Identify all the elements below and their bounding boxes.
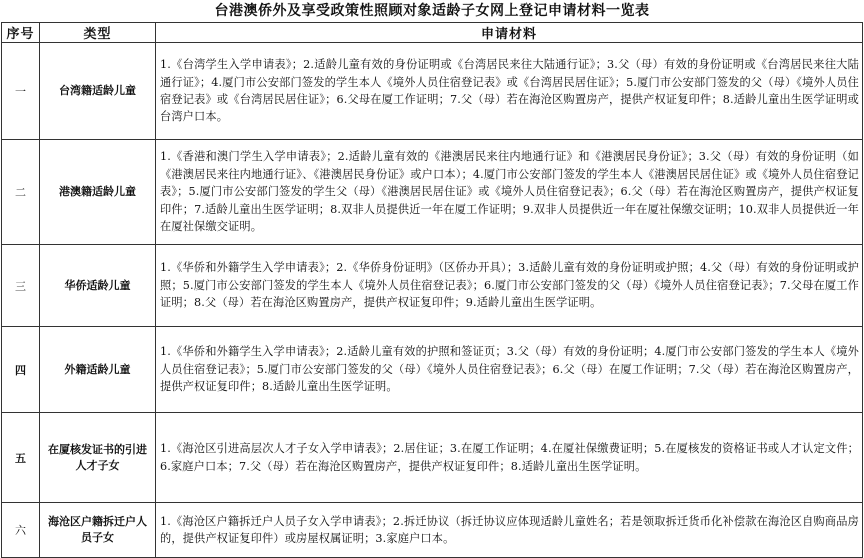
header-materials: 申请材料 — [156, 23, 863, 43]
row-index: 六 — [2, 503, 40, 558]
table-row — [2, 245, 863, 327]
materials-table — [1, 22, 863, 558]
table-row — [2, 413, 863, 503]
row-index: 一 — [2, 43, 40, 140]
row-type: 台湾籍适龄儿童 — [40, 43, 156, 140]
row-materials: 1.《台湾学生入学申请表》；2.适龄儿童有效的身份证明或《台湾居民来往大陆通行证》；3.父（母）有效的身份证明或《台湾居民来往大陆通行证》；4.厦门市公安部门签发的学生本人《境外人员住宿登记表》或《台湾居民居住证》；5.厦门市公安部门签发的父（母）《境外人员住宿登记表》或《台湾居民居住证》；6.父母在厦工作证明；7.父（母）若在海沧区购置房产，提供产权证复印件；8.适龄儿童出生医学证明或台湾户口本。 — [156, 43, 863, 140]
row-materials: 1.《华侨和外籍学生入学申请表》；2.适龄儿童有效的护照和签证页；3.父（母）有效的身份证明；4.厦门市公安部门签发的学生本人《境外人员住宿登记表》；5.厦门市公安部门签发的父（母）《境外人员住宿登记表》；6.父（母）在厦工作证明；7.父（母）若在海沧区购置房产，提供产权证复印件；8.适龄儿童出生医学证明。 — [156, 327, 863, 413]
header-type: 类型 — [40, 23, 156, 43]
row-type: 外籍适龄儿童 — [40, 327, 156, 413]
row-materials: 1.《香港和澳门学生入学申请表》；2.适龄儿童有效的《港澳居民来往内地通行证》和《港澳居民身份证》；3.父（母）有效的身份证明（如《港澳居民来往内地通行证》、《港澳居民身份证》或户口本）；4.厦门市公安部门签发的学生本人《港澳居民居住证》或《境外人员住宿登记表》；5.厦门市公安部门签发的学生父（母）《港澳居民居住证》或《境外人员住宿登记表》；6.父（母）若在海沧区购置房产，提供产权证复印件；7.适龄儿童出生医学证明；8.双非人员提供近一年在厦工作证明；9.双非人员提供近一年在厦社保缴交证明；10.双非人员提供近一年在厦社保缴交证明。 — [156, 140, 863, 245]
row-type: 海沧区户籍拆迁户人员子女 — [40, 503, 156, 558]
row-index: 三 — [2, 245, 40, 327]
table-header-row — [2, 23, 863, 43]
row-type: 华侨适龄儿童 — [40, 245, 156, 327]
row-materials: 1.《海沧区户籍拆迁户人员子女入学申请表》；2.拆迁协议（拆迁协议应体现适龄儿童姓名；若是领取拆迁货币化补偿款在海沧区自购商品房的，提供产权证复印件）或房屋权属证明；3.家庭户口本。 — [156, 503, 863, 558]
row-type: 在厦核发证书的引进人才子女 — [40, 413, 156, 503]
table-row — [2, 327, 863, 413]
table-row — [2, 43, 863, 140]
row-index: 二 — [2, 140, 40, 245]
row-materials: 1.《华侨和外籍学生入学申请表》；2.《华侨身份证明》（区侨办开具）；3.适龄儿童有效的身份证明或护照；4.父（母）有效的身份证明或护照；5.厦门市公安部门签发的学生本人《境外人员住宿登记表》；6.厦门市公安部门签发的父（母）《境外人员住宿登记表》；7.父母在厦工作证明；8.父（母）若在海沧区购置房产，提供产权证复印件；9.适龄儿童出生医学证明。 — [156, 245, 863, 327]
row-index: 五 — [2, 413, 40, 503]
row-type: 港澳籍适龄儿童 — [40, 140, 156, 245]
page-title: 台港澳侨外及享受政策性照顾对象适龄子女网上登记申请材料一览表 — [214, 3, 650, 19]
table-row — [2, 503, 863, 558]
row-materials: 1.《海沧区引进高层次人才子女入学申请表》；2.居住证；3.在厦工作证明；4.在厦社保缴费证明；5.在厦核发的资格证书或人才认定文件；6.家庭户口本；7.父（母）若在海沧区购置房产，提供产权证复印件；8.适龄儿童出生医学证明。 — [156, 413, 863, 503]
row-index: 四 — [2, 327, 40, 413]
header-index: 序号 — [2, 23, 40, 43]
table-row — [2, 140, 863, 245]
